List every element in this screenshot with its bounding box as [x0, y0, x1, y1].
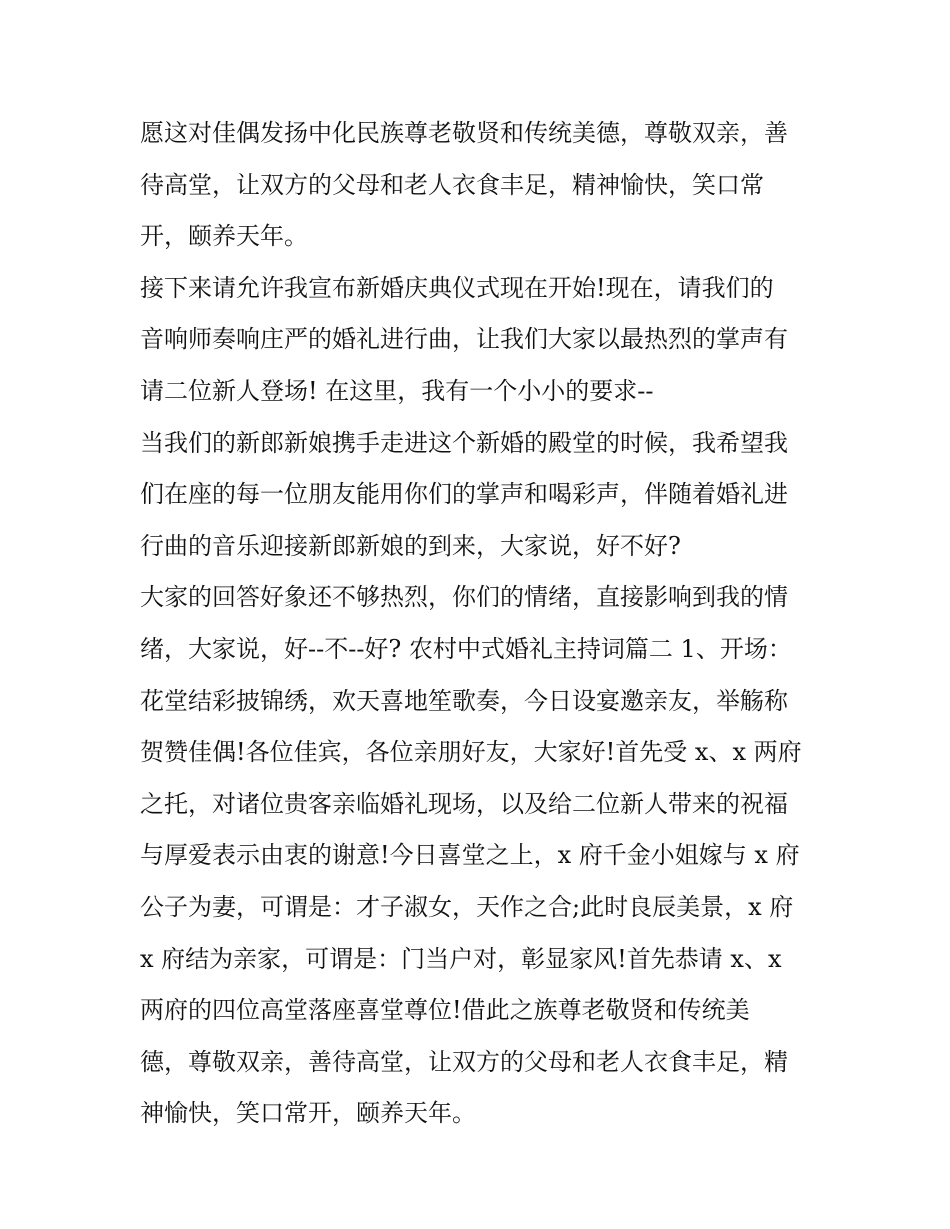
- text-line-1: 愿这对佳偶发扬中化民族尊老敬贤和传统美德，尊敬双亲，善: [140, 119, 788, 147]
- text-line-12: 花堂结彩披锦绣，欢天喜地笙歌奏，今日设宴邀亲友，举觞称: [140, 686, 788, 715]
- text-line-13: 贺赞佳偶!各位佳宾，各位亲朋好友，大家好!首先受 x、x 两府: [140, 738, 802, 767]
- text-line-14: 之托，对诸位贵客亲临婚礼现场，以及给二位新人带来的祝福: [140, 789, 788, 818]
- text-line-10: 大家的回答好象还不够热烈，你们的情绪，直接影响到我的情: [140, 583, 788, 612]
- text-line-9: 行曲的音乐迎接新郎新娘的到来，大家说，好不好?: [140, 531, 681, 560]
- text-line-7: 当我们的新郎新娘携手走进这个新婚的殿堂的时候，我希望我: [140, 428, 788, 457]
- text-line-19: 德，尊敬双亲，善待高堂，让双方的父母和老人衣食丰足，精: [140, 1047, 788, 1076]
- text-line-16: 公子为妻，可谓是：才子淑女，天作之合;此时良辰美景，x 府: [140, 892, 794, 921]
- text-line-11: 绪，大家说，好--不--好? 农村中式婚礼主持词篇二 1、开场：: [140, 634, 792, 663]
- text-line-20: 神愉快，笑口常开，颐养天年。: [140, 1099, 476, 1128]
- text-line-18: 两府的四位高堂落座喜堂尊位!借此之族尊老敬贤和传统美: [140, 996, 750, 1025]
- text-line-2: 待高堂，让双方的父母和老人衣食丰足，精神愉快，笑口常: [140, 170, 764, 199]
- text-line-8: 们在座的每一位朋友能用你们的掌声和喝彩声，伴随着婚礼进: [140, 480, 788, 509]
- text-line-6: 请二位新人登场! 在这里，我有一个小小的要求--: [140, 376, 654, 405]
- text-line-17: x 府结为亲家，可谓是：门当户对，彰显家风!首先恭请 x、x: [140, 944, 782, 973]
- text-line-5: 音响师奏响庄严的婚礼进行曲，让我们大家以最热烈的掌声有: [140, 325, 788, 354]
- body-text: [140, 108, 820, 1140]
- text-line-3: 开，颐养天年。: [140, 222, 308, 251]
- text-line-15: 与厚爱表示由衷的谢意!今日喜堂之上，x 府千金小姐嫁与 x 府: [140, 841, 800, 870]
- text-line-4: 接下来请允许我宣布新婚庆典仪式现在开始!现在，请我们的: [140, 273, 774, 302]
